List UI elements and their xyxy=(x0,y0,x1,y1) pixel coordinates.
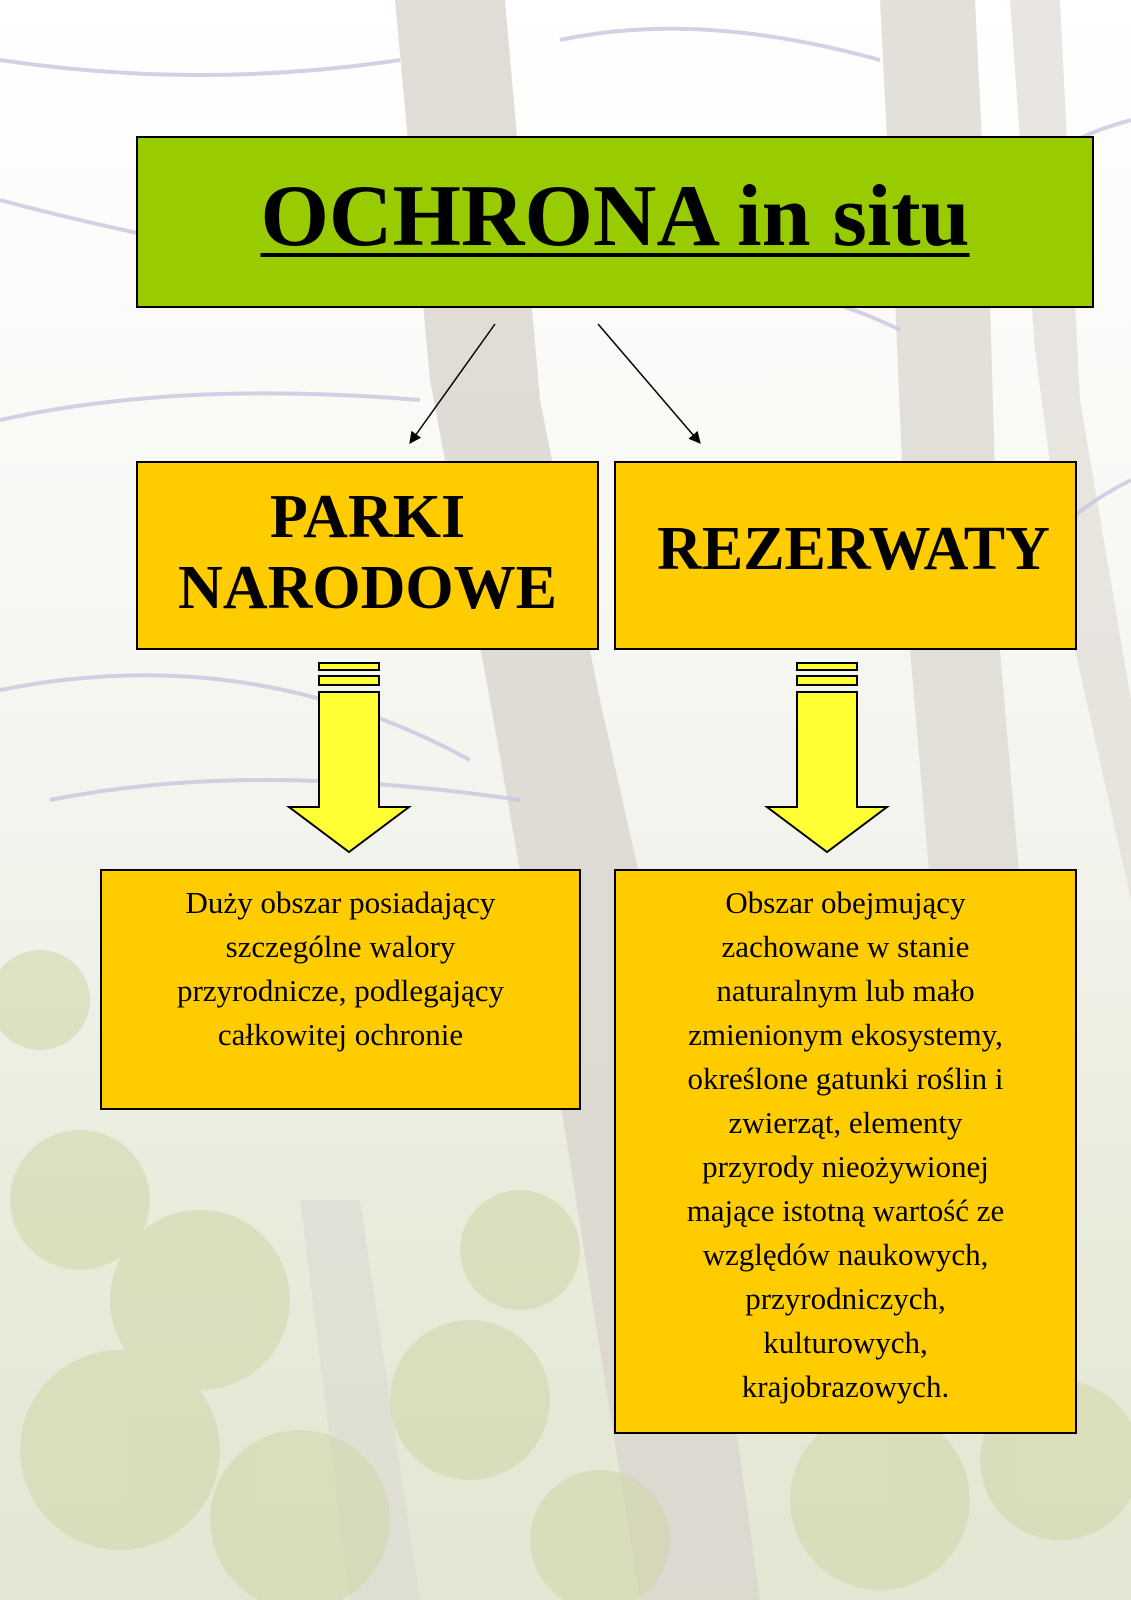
category-rezerwaty xyxy=(614,461,1077,650)
description-parki-narodowe: Duży obszar posiadający szczególne walory przyrodnicze, podlegający całkowitej ochronie xyxy=(100,869,581,1110)
page-title: OCHRONA in situ xyxy=(260,168,970,265)
category-label: PARKI NARODOWE xyxy=(178,482,557,622)
title-box xyxy=(136,136,1094,308)
description-rezerwaty: Obszar obejmujący zachowane w stanie naturalnym lub mało zmienionym ekosystemy, określone gatunki roślin i zwierząt, elementy przyrody nieożywionej mające istotną wartość ze względów naukowych, przyrodniczych, kulturowych, krajobrazowych. xyxy=(614,869,1077,1434)
category-label: REZERWATY xyxy=(657,514,1050,583)
category-parki-narodowe xyxy=(136,461,599,650)
